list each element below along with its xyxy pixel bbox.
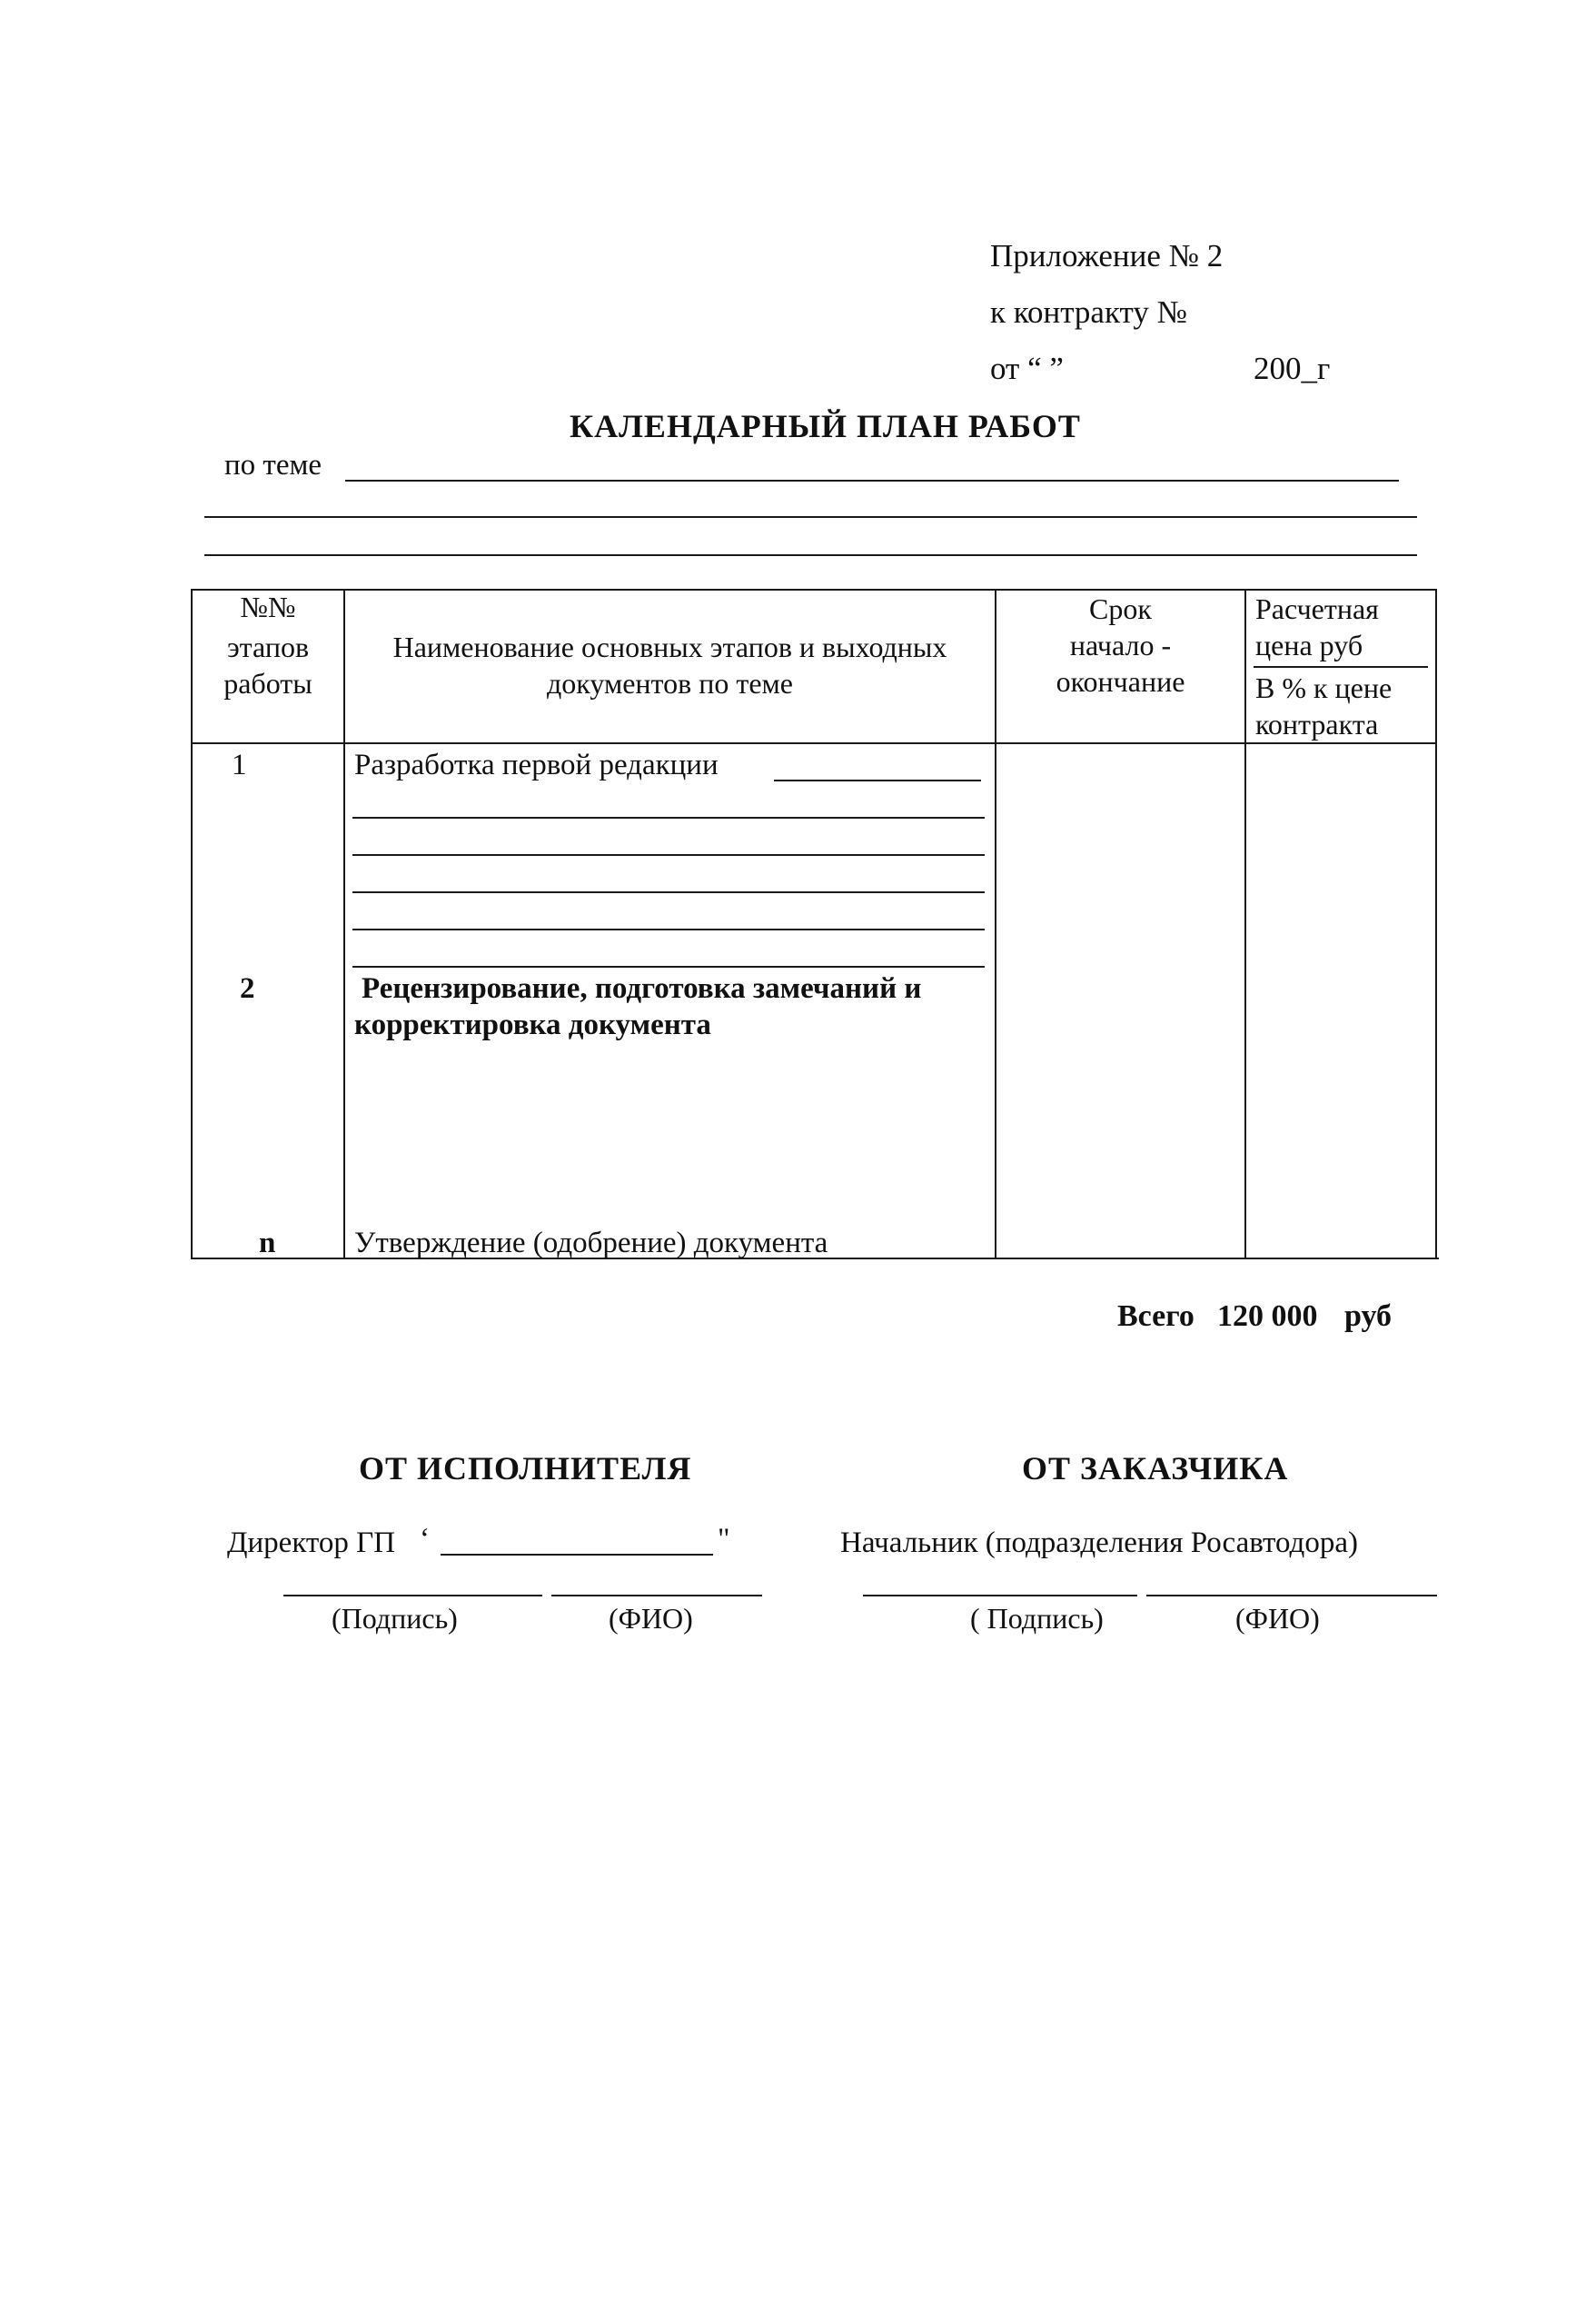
table-right-border: [1435, 589, 1437, 1259]
header-term-2: начало -: [1069, 629, 1172, 661]
table-header-border: [191, 742, 1437, 744]
row-1-number: 1: [232, 749, 247, 781]
row-1-name: Разработка первой редакции: [354, 749, 719, 781]
row-2-name-line-1: Рецензирование, подготовка замечаний и: [362, 972, 922, 1005]
customer-signature-line: [863, 1595, 1137, 1596]
theme-line-1: [345, 480, 1399, 482]
theme-line-2: [204, 516, 1417, 518]
row-2-number: 2: [240, 972, 255, 1005]
row-1-fill-line-0: [774, 780, 981, 781]
customer-heading: ОТ ЗАКАЗЧИКА: [1022, 1450, 1289, 1487]
header-num-1: №№: [240, 591, 296, 623]
row-1-fill-line-4: [352, 929, 985, 930]
total-unit: руб: [1344, 1299, 1393, 1333]
table-top-border: [191, 589, 1437, 591]
header-name-1: Наименование основных этапов и выходных: [392, 631, 947, 663]
theme-line-3: [204, 554, 1417, 556]
row-1-fill-line-5: [352, 966, 985, 968]
header-percent-2: контракта: [1255, 708, 1379, 741]
header-num-3: работы: [223, 667, 312, 700]
executor-name-line: [551, 1595, 762, 1596]
executor-org-quote-open: ‘: [420, 1523, 430, 1556]
row-n-number: n: [259, 1227, 276, 1259]
customer-name-label: (ФИО): [1235, 1602, 1320, 1635]
row-1-fill-line-2: [352, 854, 985, 856]
annex-date-prefix: от “ ”: [990, 351, 1064, 386]
executor-heading: ОТ ИСПОЛНИТЕЛЯ: [359, 1450, 692, 1487]
row-n-name: Утверждение (одобрение) документа: [354, 1227, 828, 1259]
theme-label: по теме: [224, 449, 322, 482]
header-price-1: Расчетная: [1255, 592, 1379, 625]
header-price: [1255, 591, 1379, 663]
header-stage-name: [345, 629, 995, 701]
executor-org-line: [441, 1554, 713, 1556]
header-term-1: Срок: [1089, 592, 1152, 625]
customer-position: Начальник (подразделения Росавтодора): [840, 1526, 1358, 1559]
row-2-name-line-2: корректировка документа: [354, 1009, 711, 1041]
customer-signature-label: ( Подпись): [970, 1602, 1104, 1635]
annex-date-year: 200_г: [1254, 351, 1331, 386]
executor-position: Директор ГП: [227, 1526, 396, 1559]
annex-line-2: к контракту №: [990, 294, 1187, 330]
total-amount: 120 000: [1217, 1299, 1318, 1333]
executor-signature-label: (Подпись): [332, 1602, 458, 1635]
total-label: Всего: [1117, 1299, 1195, 1333]
header-num-2: этапов: [226, 631, 310, 663]
header-percent: [1255, 670, 1392, 742]
header-term: [996, 591, 1244, 700]
executor-name-label: (ФИО): [609, 1602, 693, 1635]
header-stage-number: [193, 589, 343, 701]
header-percent-1: В % к цене: [1255, 671, 1393, 704]
customer-name-line: [1146, 1595, 1437, 1596]
header-term-3: окончание: [1056, 665, 1185, 698]
executor-org-quote-close: ": [718, 1523, 730, 1556]
row-1-fill-line-1: [352, 817, 985, 819]
header-name-2: документов по теме: [547, 667, 793, 700]
page-title: КАЛЕНДАРНЫЙ ПЛАН РАБОТ: [570, 408, 1081, 444]
header-price-2: цена руб: [1255, 629, 1363, 661]
table-col-divider-3: [1244, 589, 1246, 1259]
row-1-fill-line-3: [352, 891, 985, 893]
price-header-split: [1254, 666, 1428, 668]
annex-line-1: Приложение № 2: [990, 238, 1224, 273]
executor-signature-line: [283, 1595, 542, 1596]
